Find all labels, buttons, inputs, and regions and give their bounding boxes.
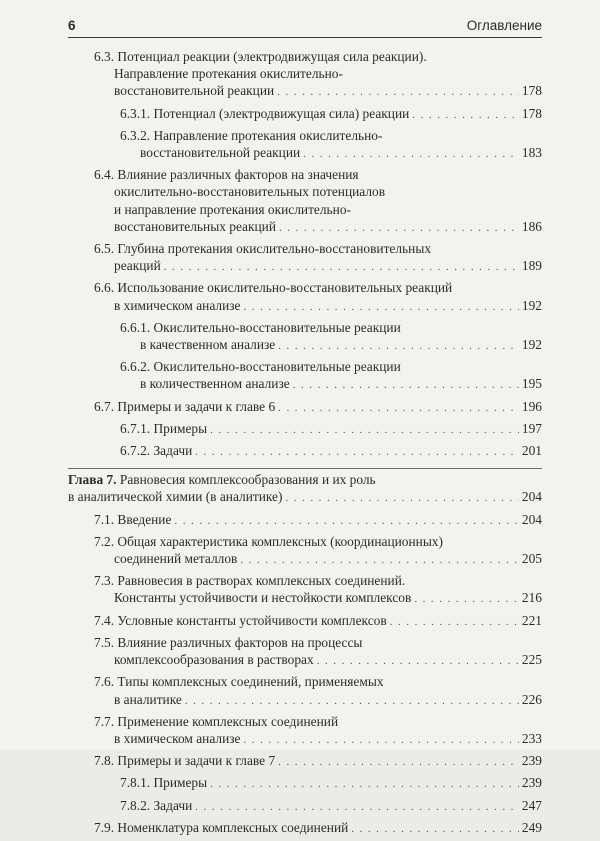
toc-entry-text: 6.5. Глубина протекания окислительно-восстановительных [94,241,432,257]
toc-entry-text: в количественном анализе [140,376,290,392]
toc-page-number: 204 [521,489,542,505]
toc-entry [68,774,542,793]
toc-entry [68,240,542,276]
toc-entry [68,166,542,237]
dot-leader [164,259,519,276]
toc-entry-text: Константы устойчивости и нестойкости комплексов [114,590,412,606]
dot-leader [185,693,519,710]
dot-leader [285,490,518,507]
toc-entry-text: в аналитической химии (в аналитике) [68,489,283,505]
toc-entry-text: 7.5. Влияние различных факторов на процессы [94,634,363,650]
toc-page-number: 178 [521,83,542,99]
toc-entry-text: 6.7. Примеры и задачи к главе 6 [94,398,276,414]
toc-entry-text: 6.6.1. Окислительно-восстановительные реакции [120,319,401,335]
toc-entry-text: восстановительной реакции [140,145,301,161]
toc-entry-text: восстановительных реакций [114,218,276,234]
dot-leader [195,799,519,816]
toc-entry [68,797,542,816]
toc-entry [68,713,542,749]
toc-entry [68,533,542,569]
toc-entry [68,48,542,102]
toc-page-number: 216 [521,590,542,606]
toc-entry-text: Направление протекания окислительно- [114,66,343,82]
running-header [68,15,542,38]
toc-page-number: 221 [521,612,542,628]
dot-leader [412,107,519,124]
toc-entry-text: в аналитике [114,691,182,707]
toc-page-number: 201 [521,443,542,459]
toc-entry [68,752,542,771]
toc-entry-text: 7.9. Номенклатура комплексных соединений [94,819,349,835]
toc-page-number: 226 [521,691,542,707]
toc-page-number: 178 [521,105,542,121]
toc-page-number: 195 [521,376,542,392]
toc-page-number: 205 [521,551,542,567]
toc-page-number: 186 [521,218,542,234]
dot-leader [210,422,519,439]
toc-entry-text: реакций [114,258,161,274]
toc-entry [68,279,542,315]
toc-page-number: 204 [521,511,542,527]
toc-entry-text: 7.8.1. Примеры [120,775,208,791]
dot-leader [210,776,519,793]
dot-leader [351,821,519,838]
toc-entry-text: 6.3.1. Потенциал (электродвижущая сила) реакции [120,105,410,121]
running-title: Оглавление [466,18,542,33]
toc-entry-text: Равновесия комплексообразования и их роль [119,472,376,488]
toc-entry [68,673,542,709]
toc-page-number: 249 [521,819,542,835]
toc-entry-text: комплексообразования в растворах [114,652,314,668]
dot-leader [195,444,519,461]
toc-entry [68,572,542,608]
toc-entry [68,612,542,631]
toc-page-number: 247 [521,797,542,813]
toc-page-number: 192 [521,297,542,313]
toc-entry-text: 6.7.2. Задачи [120,443,193,459]
toc-entry-text: 6.6.2. Окислительно-восстановительные реакции [120,359,401,375]
dot-leader [278,754,519,771]
table-of-contents [68,48,542,841]
dot-leader [293,377,519,394]
toc-entry [68,398,542,417]
toc-entry-text: соединений металлов [114,551,238,567]
toc-entry [68,319,542,355]
dot-leader [277,84,519,101]
toc-entry-text: 6.6. Использование окислительно-восстановительных реакций [94,280,453,296]
dot-leader [279,220,519,237]
toc-entry-text: 6.4. Влияние различных факторов на значения [94,167,359,183]
toc-entry-text: окислительно-восстановительных потенциалов [114,184,386,200]
toc-page-number: 192 [521,337,542,353]
dot-leader [243,732,518,749]
toc-page-number: 239 [521,753,542,769]
dot-leader [390,614,519,631]
dot-leader [317,653,519,670]
toc-page-number: 239 [521,775,542,791]
toc-entry-text: в химическом анализе [114,297,241,313]
dot-leader [243,299,518,316]
toc-entry-text: 6.3. Потенциал реакции (электродвижущая сила реакции). [94,49,427,64]
toc-page-number: 183 [521,145,542,161]
toc-entry-text: 7.6. Типы комплексных соединений, применяемых [94,674,384,690]
page-number: 6 [68,18,76,33]
toc-entry-text: 6.3.2. Направление протекания окислительно- [120,127,383,143]
dot-leader [278,400,519,417]
toc-entry-text: 7.4. Условные константы устойчивости комплексов [94,612,387,628]
toc-entry [68,420,542,439]
toc-entry [68,442,542,461]
toc-entry-text: 7.8.2. Задачи [120,797,193,813]
dot-leader [278,338,519,355]
toc-entry-text: 6.7.1. Примеры [120,420,208,436]
toc-entry [68,105,542,124]
toc-page-number: 189 [521,258,542,274]
toc-entry-text: в качественном анализе [140,337,276,353]
dot-leader [414,591,519,608]
dot-leader [174,513,518,530]
toc-entry-text: восстановительной реакции [114,83,275,99]
toc-entry-text: 7.7. Применение комплексных соединений [94,713,339,729]
toc-entry-text: 7.1. Введение [94,511,172,527]
chapter-divider [68,468,542,469]
toc-page-number: 197 [521,420,542,436]
toc-entry [68,127,542,163]
toc-entry [68,358,542,394]
toc-page-number: 233 [521,730,542,746]
toc-entry [68,634,542,670]
toc-entry-text: 7.3. Равновесия в растворах комплексных соединений. [94,573,406,589]
toc-entry-text: 7.2. Общая характеристика комплексных (координационных) [94,533,443,549]
toc-entry [68,511,542,530]
toc-page-number: 196 [521,398,542,414]
toc-entry [68,471,542,507]
dot-leader [303,146,519,163]
toc-entry-text: и направление протекания окислительно- [114,201,351,217]
chapter-label: Глава 7. [68,472,117,488]
toc-entry-text: в химическом анализе [114,730,241,746]
toc-page-number: 225 [521,652,542,668]
dot-leader [240,552,519,569]
toc-entry [68,819,542,838]
toc-entry-text: 7.8. Примеры и задачи к главе 7 [94,753,276,769]
